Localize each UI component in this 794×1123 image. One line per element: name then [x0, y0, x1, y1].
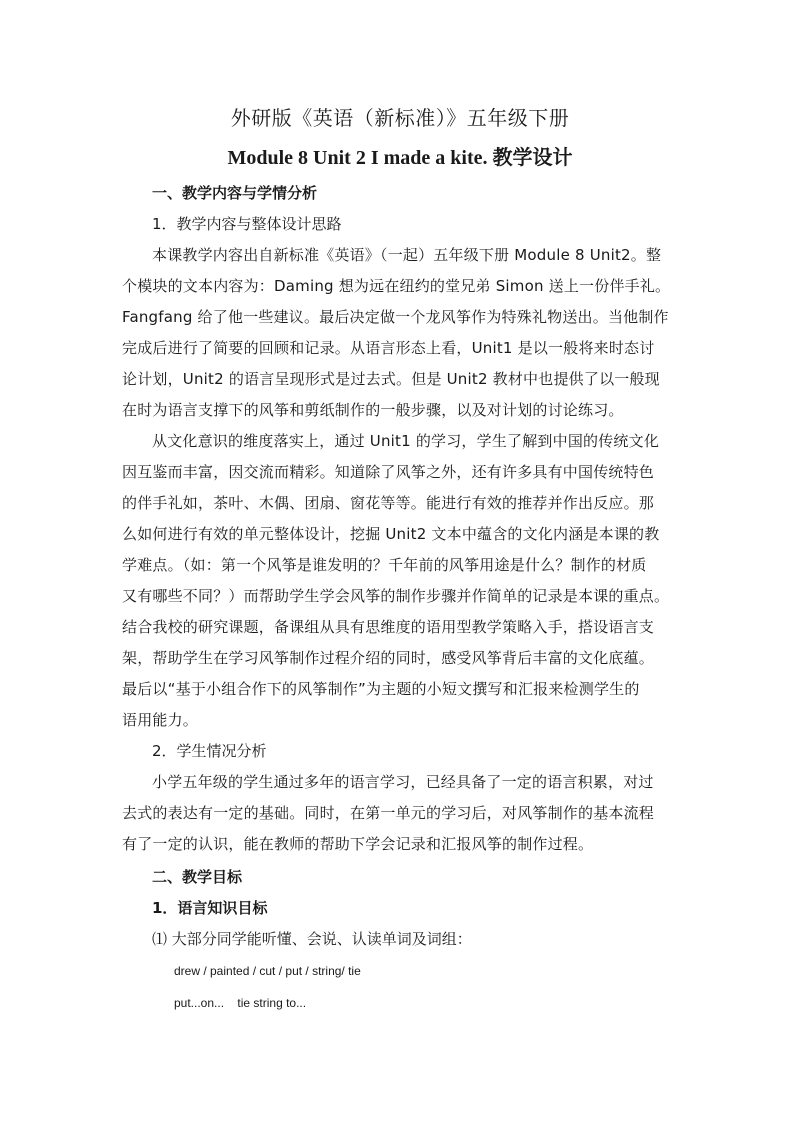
phrase-put-on: put...on...	[174, 996, 225, 1010]
document-title: 外研版《英语（新标准）》五年级下册	[230, 106, 570, 130]
document-body	[122, 100, 678, 1019]
text-line: 个模块的文本内容为：Daming 想为远在纽约的堂兄弟 Simon 送上一份伴手礼。	[122, 277, 671, 295]
text-line: 完成后进行了简要的回顾和记录。从语言形态上看，Unit1 是以一般将来时态讨	[122, 339, 655, 357]
text-line: 的伴手礼如，茶叶、木偶、团扇、窗花等等。能进行有效的推荐并作出反应。那	[122, 494, 655, 512]
text-line: 在时为语言支撑下的风筝和剪纸制作的一般步骤，以及对计划的讨论练习。	[122, 401, 624, 419]
phrase-list	[122, 987, 678, 1019]
text-line: 结合我校的研究课题，备课组从具有思维度的语用型教学策略入手，搭设语言支	[122, 618, 655, 636]
text-line: 又有哪些不同？）而帮助学生学会风筝的制作步骤并作简单的记录是本课的重点。	[122, 587, 670, 605]
subsection-heading-student-analysis: 2．学生情况分析	[152, 742, 267, 760]
text-line: 因互鉴而丰富，因交流而精彩。知道除了风筝之外，还有许多具有中国传统特色	[122, 463, 655, 481]
text-line: 从文化意识的维度落实上，通过 Unit1 的学习，学生了解到中国的传统文化	[152, 432, 660, 450]
paragraph-cultural-awareness	[122, 426, 678, 736]
text-line: 学难点。（如：第一个风筝是谁发明的？千年前的风筝用途是什么？制作的材质	[122, 556, 647, 574]
text-line: 本课教学内容出自新标准《英语》（一起）五年级下册 Module 8 Unit2。整	[152, 246, 662, 264]
text-line: 架，帮助学生在学习风筝制作过程介绍的同时，感受风筝背后丰富的文化底蕴。	[122, 649, 655, 667]
text-line: 有了一定的认识，能在教师的帮助下学会记录和汇报风筝的制作过程。	[122, 835, 594, 853]
vocabulary-list: drew / painted / cut / put / string/ tie	[174, 964, 361, 978]
paragraph-student-analysis	[122, 767, 678, 860]
text-line: 小学五年级的学生通过多年的语言学习，已经具备了一定的语言积累，对过	[152, 773, 654, 791]
paragraph-content-overview	[122, 240, 678, 426]
text-line: Fangfang 给了他一些建议。最后决定做一个龙风筝作为特殊礼物送出。当他制作	[122, 308, 669, 326]
section-heading-content-analysis: 一、教学内容与学情分析	[152, 184, 318, 202]
text-line: 最后以“基于小组合作下的风筝制作”为主题的小短文撰写和汇报来检测学生的	[122, 680, 640, 698]
text-line: 去式的表达有一定的基础。同时，在第一单元的学习后，对风筝制作的基本流程	[122, 804, 655, 822]
text-line: 么如何进行有效的单元整体设计，挖掘 Unit2 文本中蕴含的文化内涵是本课的教	[122, 525, 660, 543]
document-subtitle: Module 8 Unit 2 I made a kite. 教学设计	[227, 147, 573, 169]
phrase-tie-string: tie string to...	[237, 996, 307, 1010]
section-heading-teaching-goals: 二、教学目标	[152, 868, 243, 886]
subsection-heading-content-design: 1．教学内容与整体设计思路	[152, 215, 342, 233]
goal-item-1: ⑴ 大部分同学能听懂、会说、认读单词及词组：	[152, 930, 472, 948]
text-line: 语用能力。	[122, 711, 199, 729]
text-line: 论计划，Unit2 的语言呈现形式是过去式。但是 Unit2 教材中也提供了以一般现	[122, 370, 660, 388]
subsection-heading-language-goals: 1．语言知识目标	[152, 899, 268, 917]
